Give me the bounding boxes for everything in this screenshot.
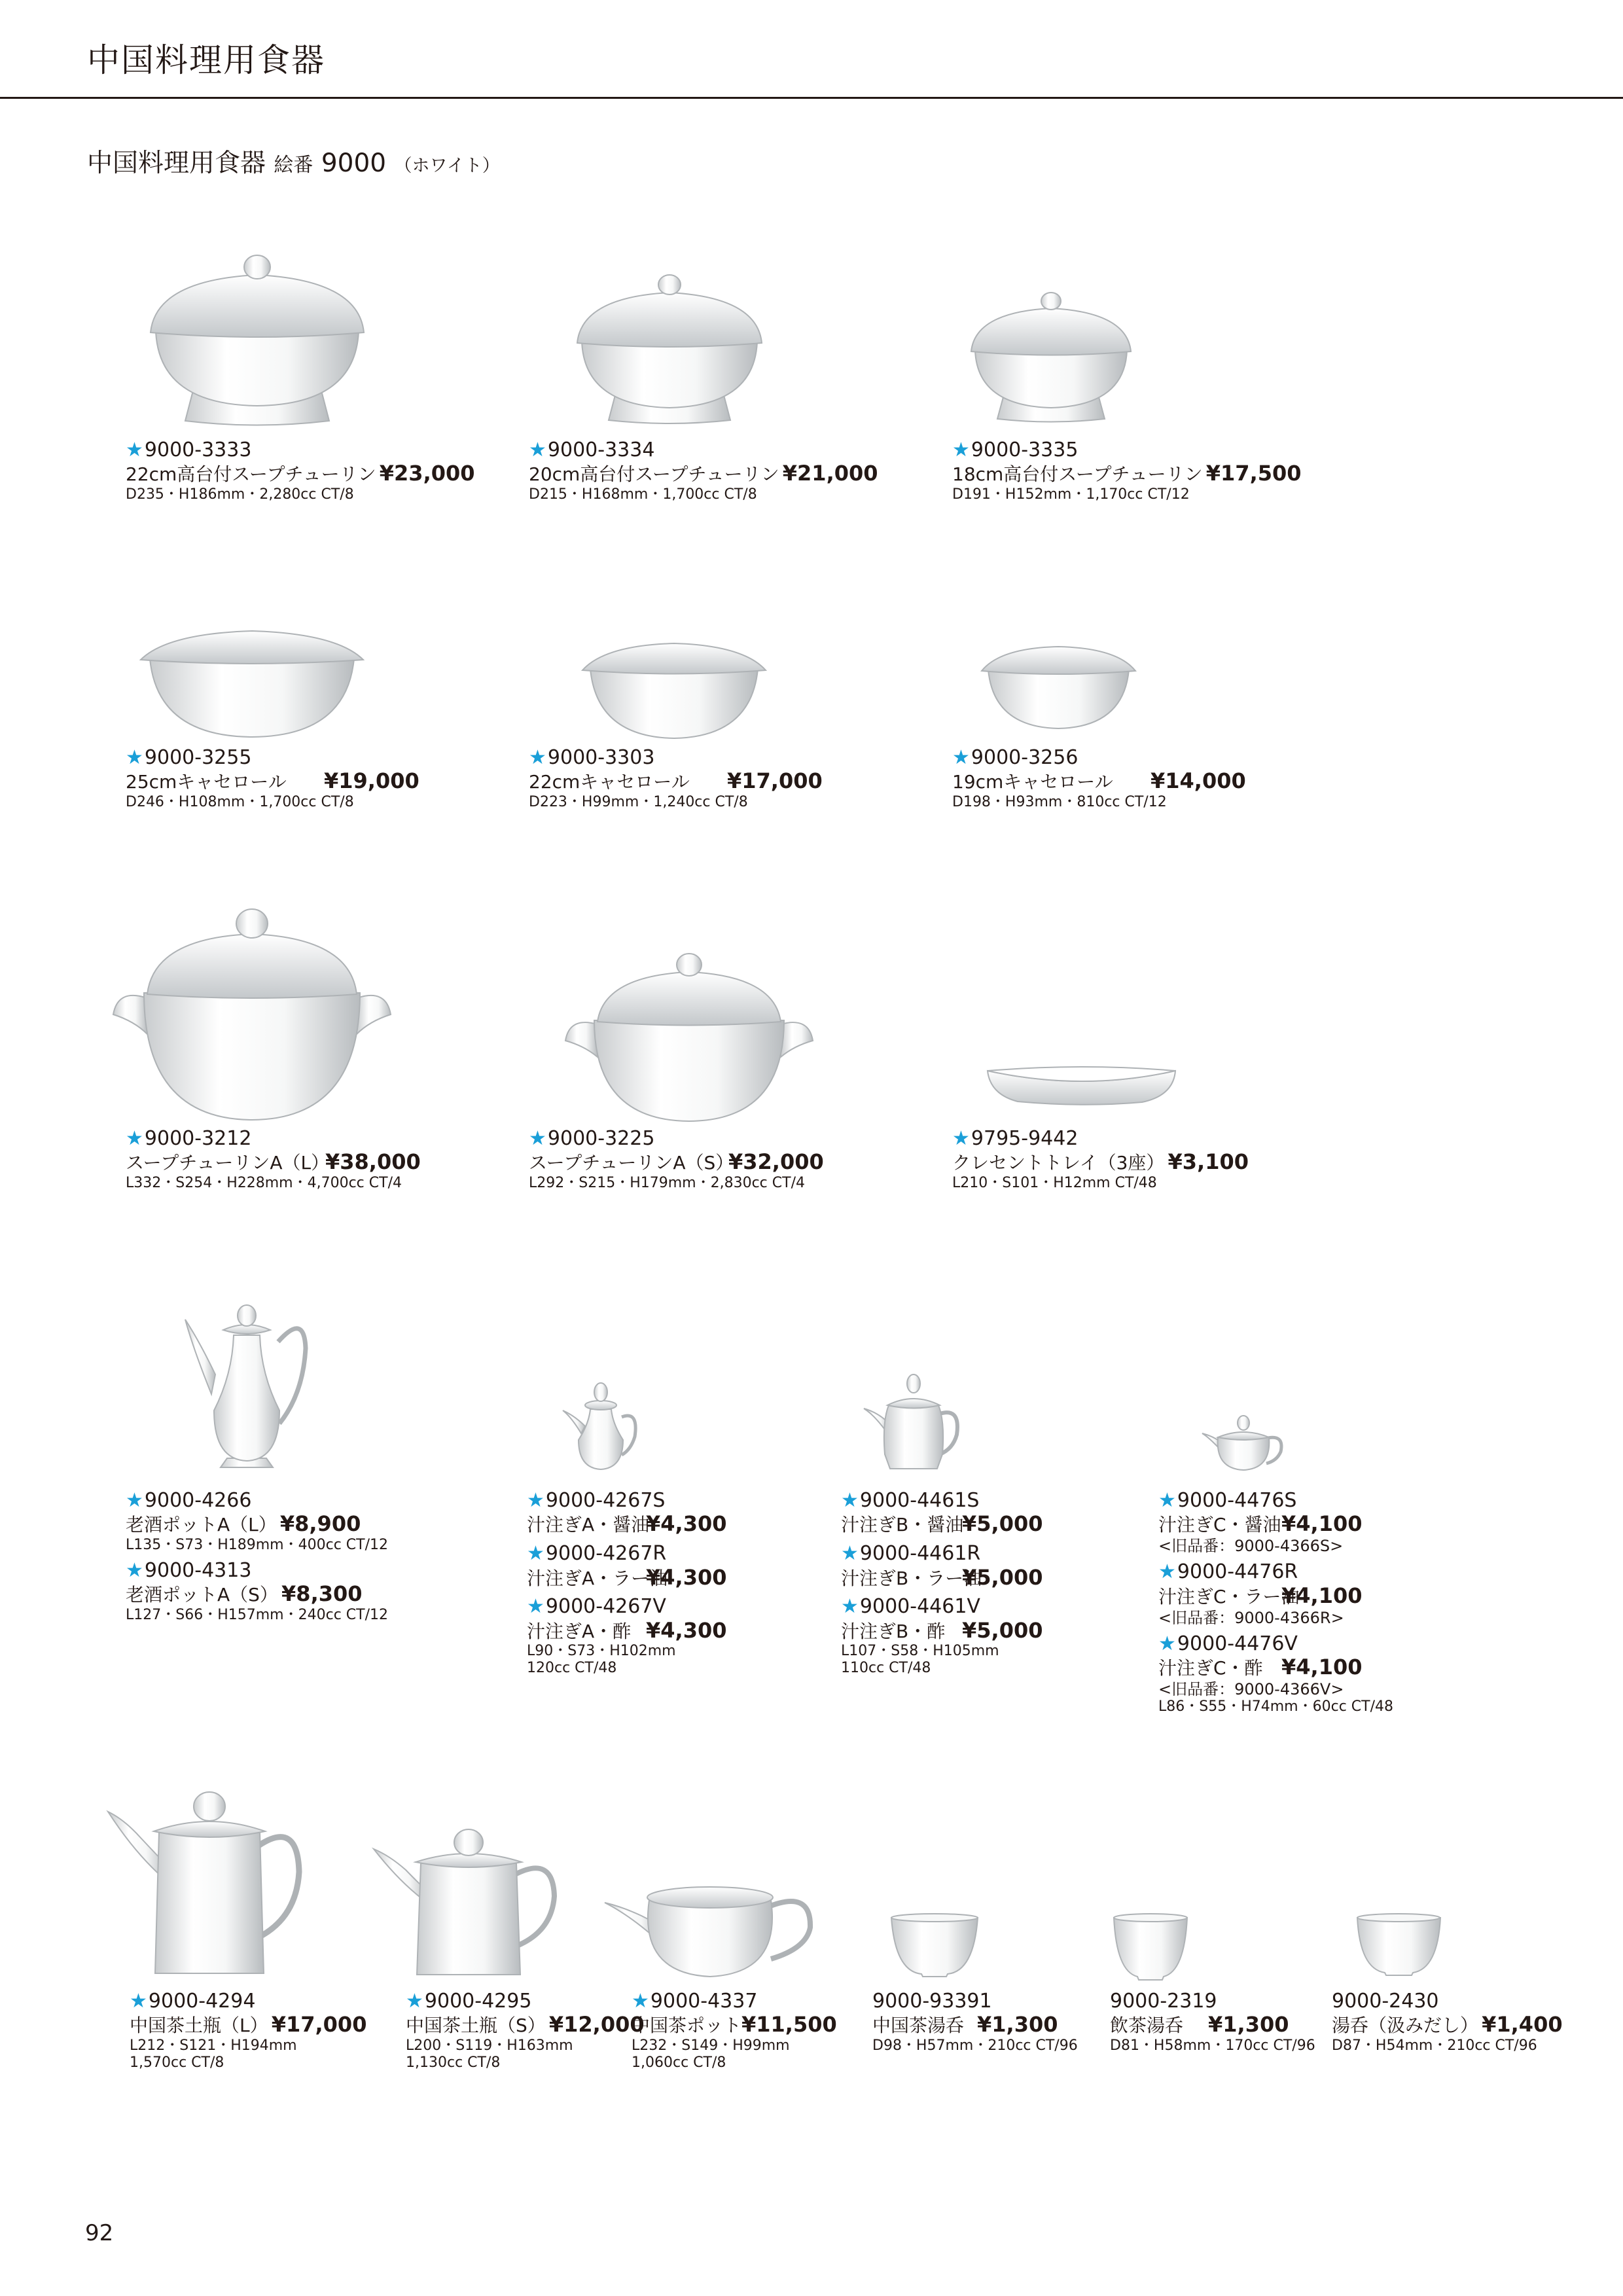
star-mark: ★ — [529, 439, 546, 461]
product-price: ¥5,000 — [962, 1564, 1043, 1590]
star-mark: ★ — [952, 1127, 970, 1150]
product-name: 汁注ぎC・醤油 — [1158, 1514, 1281, 1536]
star-mark: ★ — [126, 746, 143, 769]
product-code: 9000-4461V — [859, 1595, 980, 1619]
product-spec: L86・S55・H74mm・60cc CT/48 — [1158, 1698, 1393, 1715]
product-price: ¥19,000 — [324, 768, 419, 794]
product-code: 9000-3333 — [144, 439, 252, 461]
product-spec: L90・S73・H102mm — [527, 1643, 676, 1660]
product-9000-4476-group — [1158, 1489, 1393, 1715]
star-mark: ★ — [527, 1489, 544, 1512]
product-9000-4337 — [632, 1990, 837, 2072]
product-9000-3333 — [126, 439, 475, 503]
product-name: 中国茶湯呑 — [872, 2015, 965, 2037]
star-mark: ★ — [126, 1559, 143, 1583]
star-mark: ★ — [952, 746, 970, 769]
teapot-4337-image — [602, 1875, 821, 1980]
product-spec: L212・S121・H194mm — [130, 2037, 297, 2054]
star-mark: ★ — [126, 1489, 143, 1512]
product-price: ¥17,000 — [727, 768, 823, 794]
star-mark: ★ — [632, 1990, 649, 2013]
product-name: 汁注ぎC・ラー油 — [1158, 1585, 1300, 1607]
product-spec: 110cc CT/48 — [841, 1660, 931, 1677]
product-spec: D223・H99mm・1,240cc CT/8 — [529, 794, 748, 811]
product-code: 9000-3256 — [971, 746, 1079, 769]
star-mark: ★ — [126, 439, 143, 461]
star-mark: ★ — [841, 1489, 859, 1512]
product-code: 9000-2430 — [1332, 1990, 1439, 2013]
star-mark: ★ — [126, 1127, 143, 1150]
product-name: 汁注ぎB・醤油 — [841, 1514, 964, 1536]
star-mark: ★ — [130, 1990, 147, 2013]
product-price: ¥4,300 — [646, 1564, 727, 1590]
teapot-4295-image — [370, 1823, 566, 1977]
pattern-number: 9000 — [321, 149, 387, 178]
product-code: 9000-4461S — [859, 1489, 980, 1512]
product-name: スープチューリンA（S） — [529, 1152, 734, 1174]
product-code: 9000-3212 — [144, 1127, 252, 1150]
section-title — [87, 143, 500, 179]
product-price: ¥5,000 — [962, 1511, 1043, 1537]
product-name: 湯呑（汲みだし） — [1332, 2015, 1479, 2037]
cup-2319-image — [1111, 1912, 1190, 1981]
product-price: ¥8,300 — [281, 1581, 363, 1607]
product-spec: L292・S215・H179mm・2,830cc CT/4 — [529, 1175, 805, 1192]
product-price: ¥14,000 — [1150, 768, 1246, 794]
product-name: 汁注ぎA・ラー油 — [527, 1567, 668, 1589]
product-code: 9000-4295 — [424, 1990, 532, 2013]
product-price: ¥12,000 — [548, 2012, 645, 2037]
product-name: 汁注ぎB・ラー油 — [841, 1567, 982, 1589]
tureen-3333-image — [149, 254, 365, 425]
cup-2430-image — [1355, 1912, 1443, 1977]
product-spec: L107・S58・H105mm — [841, 1643, 999, 1660]
product-spec: D98・H57mm・210cc CT/96 — [872, 2037, 1078, 2054]
product-name: 20cm高台付スープチューリン — [529, 463, 779, 486]
section-name: 中国料理用食器 — [87, 149, 266, 178]
product-code: 9000-3255 — [144, 746, 252, 769]
product-price: ¥17,500 — [1205, 461, 1302, 486]
product-9000-3334 — [529, 439, 878, 503]
star-mark: ★ — [1158, 1560, 1176, 1584]
product-spec: L210・S101・H12mm CT/48 — [952, 1175, 1157, 1192]
product-name: 老酒ポットA（S） — [126, 1584, 278, 1606]
product-code: 9000-3303 — [547, 746, 655, 769]
header-rule — [0, 97, 1623, 99]
product-name: スープチューリンA（L） — [126, 1152, 330, 1174]
star-mark: ★ — [527, 1595, 544, 1619]
star-mark: ★ — [952, 439, 970, 461]
pattern-label: 絵番 — [274, 154, 313, 177]
product-9795-9442 — [952, 1127, 1249, 1192]
product-spec: D198・H93mm・810cc CT/12 — [952, 794, 1167, 811]
product-name: 汁注ぎC・酢 — [1158, 1657, 1263, 1679]
product-spec: D87・H54mm・210cc CT/96 — [1332, 2037, 1537, 2054]
product-code: 9000-4461R — [859, 1542, 981, 1566]
product-price: ¥5,000 — [962, 1617, 1043, 1643]
product-code: 9000-3334 — [547, 439, 655, 461]
star-mark: ★ — [527, 1542, 544, 1566]
tray-9442-image — [985, 1066, 1178, 1105]
tureen-3225-image — [562, 952, 817, 1122]
product-spec: L332・S254・H228mm・4,700cc CT/4 — [126, 1175, 402, 1192]
wine-pot-4266-image — [180, 1296, 311, 1471]
product-9000-4461-group — [841, 1489, 1043, 1677]
product-name: 22cm高台付スープチューリン — [126, 463, 376, 486]
product-spec: 1,570cc CT/8 — [130, 2054, 224, 2072]
product-code: 9000-2319 — [1110, 1990, 1217, 2013]
old-product-code: <旧品番：9000-4366V> — [1158, 1680, 1344, 1699]
product-name: クレセントトレイ（3座） — [952, 1152, 1165, 1174]
product-price: ¥23,000 — [379, 461, 475, 486]
product-name: 老酒ポットA（L） — [126, 1514, 277, 1536]
star-mark: ★ — [1158, 1489, 1176, 1512]
product-price: ¥3,100 — [1168, 1149, 1249, 1175]
teapot-4294-image — [101, 1780, 314, 1977]
product-spec: L127・S66・H157mm・240cc CT/12 — [126, 1607, 388, 1624]
product-spec: L135・S73・H189mm・400cc CT/12 — [126, 1537, 388, 1554]
product-name: 中国茶ポット — [632, 2015, 742, 2037]
tureen-3335-image — [970, 291, 1132, 422]
product-name: 18cm高台付スープチューリン — [952, 463, 1203, 486]
product-spec: D235・H186mm・2,280cc CT/8 — [126, 486, 354, 503]
product-spec: D246・H108mm・1,700cc CT/8 — [126, 794, 354, 811]
header-title: 中国料理用食器 — [87, 41, 325, 79]
product-9000-2430 — [1332, 1990, 1563, 2054]
product-price: ¥32,000 — [728, 1149, 824, 1175]
tureen-3334-image — [576, 274, 763, 424]
cruet-4461-image — [863, 1369, 965, 1471]
product-9000-3303 — [529, 746, 823, 811]
product-code: 9000-4476V — [1177, 1632, 1298, 1655]
product-spec: 1,130cc CT/8 — [406, 2054, 501, 2072]
product-spec: D81・H58mm・170cc CT/96 — [1110, 2037, 1315, 2054]
product-code: 9000-3225 — [547, 1127, 655, 1150]
casserole-3255-image — [141, 628, 363, 740]
product-price: ¥21,000 — [782, 461, 878, 486]
product-price: ¥4,300 — [646, 1617, 727, 1643]
product-name: 中国茶土瓶（S） — [406, 2015, 546, 2037]
product-name: 汁注ぎA・醤油 — [527, 1514, 650, 1536]
star-mark: ★ — [529, 1127, 546, 1150]
star-mark: ★ — [406, 1990, 423, 2013]
product-9000-3212 — [126, 1127, 421, 1192]
casserole-3303-image — [582, 641, 766, 740]
product-spec: 1,060cc CT/8 — [632, 2054, 726, 2072]
product-name: 22cmキャセロール — [529, 771, 690, 793]
product-price: ¥4,300 — [646, 1511, 727, 1537]
product-code: 9000-4267R — [545, 1542, 667, 1566]
product-price: ¥38,000 — [325, 1149, 421, 1175]
product-9000-3255 — [126, 746, 419, 811]
product-price: ¥1,300 — [977, 2012, 1058, 2037]
product-price: ¥4,100 — [1281, 1583, 1363, 1608]
product-name: 汁注ぎA・酢 — [527, 1620, 632, 1642]
casserole-3256-image — [982, 645, 1135, 730]
product-name: 飲茶湯呑 — [1110, 2015, 1184, 2037]
product-9000-4295 — [406, 1990, 645, 2072]
product-price: ¥17,000 — [271, 2012, 367, 2037]
product-9000-4267-group — [527, 1489, 726, 1677]
product-9000-3335 — [952, 439, 1302, 503]
cruet-4267-image — [562, 1378, 640, 1471]
product-price: ¥11,500 — [741, 2012, 837, 2037]
product-spec: D215・H168mm・1,700cc CT/8 — [529, 486, 757, 503]
product-spec: L200・S119・H163mm — [406, 2037, 573, 2054]
product-price: ¥4,100 — [1281, 1511, 1363, 1537]
product-code: 9000-3335 — [971, 439, 1079, 461]
product-9000-2319 — [1110, 1990, 1315, 2054]
product-code: 9000-4266 — [144, 1489, 252, 1512]
product-spec: D191・H152mm・1,170cc CT/12 — [952, 486, 1190, 503]
product-9000-3256 — [952, 746, 1246, 811]
product-price: ¥1,300 — [1208, 2012, 1289, 2037]
product-price: ¥8,900 — [279, 1511, 361, 1537]
product-code: 9000-4313 — [144, 1559, 252, 1583]
product-spec: L232・S149・H99mm — [632, 2037, 790, 2054]
product-code: 9000-4267S — [545, 1489, 666, 1512]
product-code: 9000-93391 — [872, 1990, 992, 2013]
old-product-code: <旧品番：9000-4366R> — [1158, 1608, 1344, 1627]
product-9000-4294 — [130, 1990, 366, 2072]
product-code: 9795-9442 — [971, 1127, 1079, 1150]
old-product-code: <旧品番：9000-4366S> — [1158, 1537, 1344, 1556]
product-code: 9000-4267V — [545, 1595, 666, 1619]
tureen-3212-image — [108, 906, 396, 1122]
product-name: 25cmキャセロール — [126, 771, 287, 793]
product-name: 汁注ぎB・酢 — [841, 1620, 946, 1642]
product-code: 9000-4476R — [1177, 1560, 1298, 1584]
product-9000-4266-group — [126, 1489, 388, 1624]
star-mark: ★ — [529, 746, 546, 769]
star-mark: ★ — [841, 1595, 859, 1619]
product-9000-3225 — [529, 1127, 824, 1192]
cup-93391-image — [889, 1912, 980, 1978]
product-spec: 120cc CT/48 — [527, 1660, 617, 1677]
product-price: ¥1,400 — [1482, 2012, 1563, 2037]
cruet-4476-image — [1201, 1412, 1286, 1471]
star-mark: ★ — [841, 1542, 859, 1566]
product-code: 9000-4294 — [148, 1990, 256, 2013]
product-9000-93391 — [872, 1990, 1078, 2054]
product-name: 中国茶土瓶（L） — [130, 2015, 268, 2037]
star-mark: ★ — [1158, 1632, 1176, 1655]
page-number: 92 — [85, 2220, 114, 2246]
product-code: 9000-4337 — [650, 1990, 758, 2013]
product-price: ¥4,100 — [1281, 1655, 1363, 1680]
product-name: 19cmキャセロール — [952, 771, 1113, 793]
color-label: （ホワイト） — [394, 156, 500, 176]
product-code: 9000-4476S — [1177, 1489, 1297, 1512]
